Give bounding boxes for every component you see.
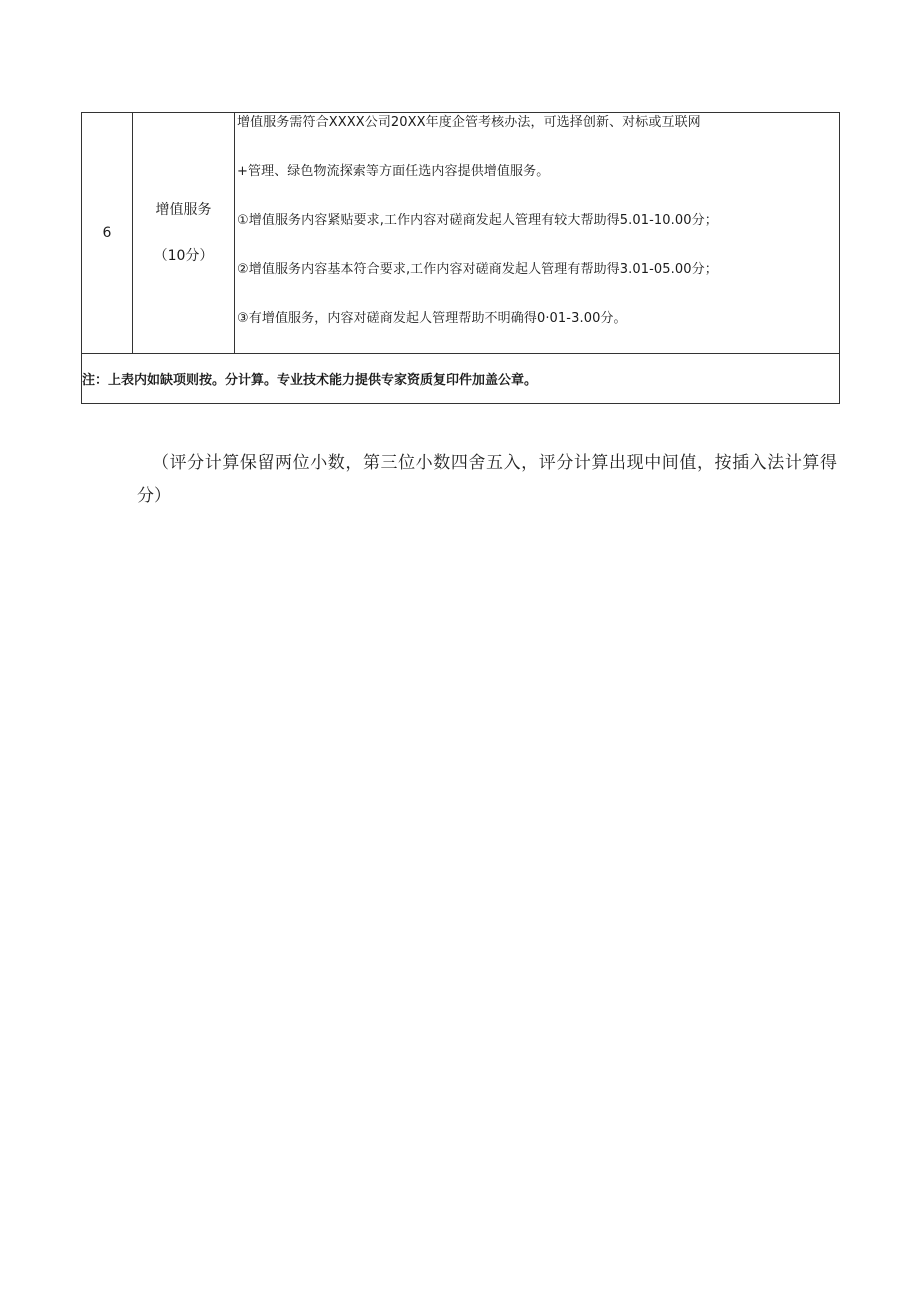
criteria-line: 增值服务需符合XXXX公司20XX年度企管考核办法，可选择创新、对标或互联网 (237, 115, 701, 130)
item-cell (133, 113, 235, 354)
item-points: （10分） (153, 248, 214, 264)
item-name: 增值服务 (155, 202, 212, 218)
criteria-line: ②增值服务内容基本符合要求,工作内容对磋商发起人管理有帮助得3.01-05.00分； (237, 262, 718, 277)
criteria-line: ①增值服务内容紧贴要求,工作内容对磋商发起人管理有较大帮助得5.01-10.00分； (237, 213, 718, 228)
criteria-line: +管理、绿色物流探索等方面任选内容提供增值服务。 (237, 164, 550, 179)
row-number: 6 (82, 113, 133, 354)
criteria-cell (235, 113, 840, 354)
note-row (82, 354, 840, 404)
scoring-footnote: （评分计算保留两位小数，第三位小数四舍五入，评分计算出现中间值，按插入法计算得分） (137, 453, 837, 506)
table-note: 注：上表内如缺项则按。分计算。专业技术能力提供专家资质复印件加盖公章。 (82, 354, 840, 404)
criteria-line: ③有增值服务，内容对磋商发起人管理帮助不明确得0·01-3.00分。 (237, 311, 627, 326)
table-row (82, 113, 840, 354)
scoring-table (81, 112, 840, 404)
